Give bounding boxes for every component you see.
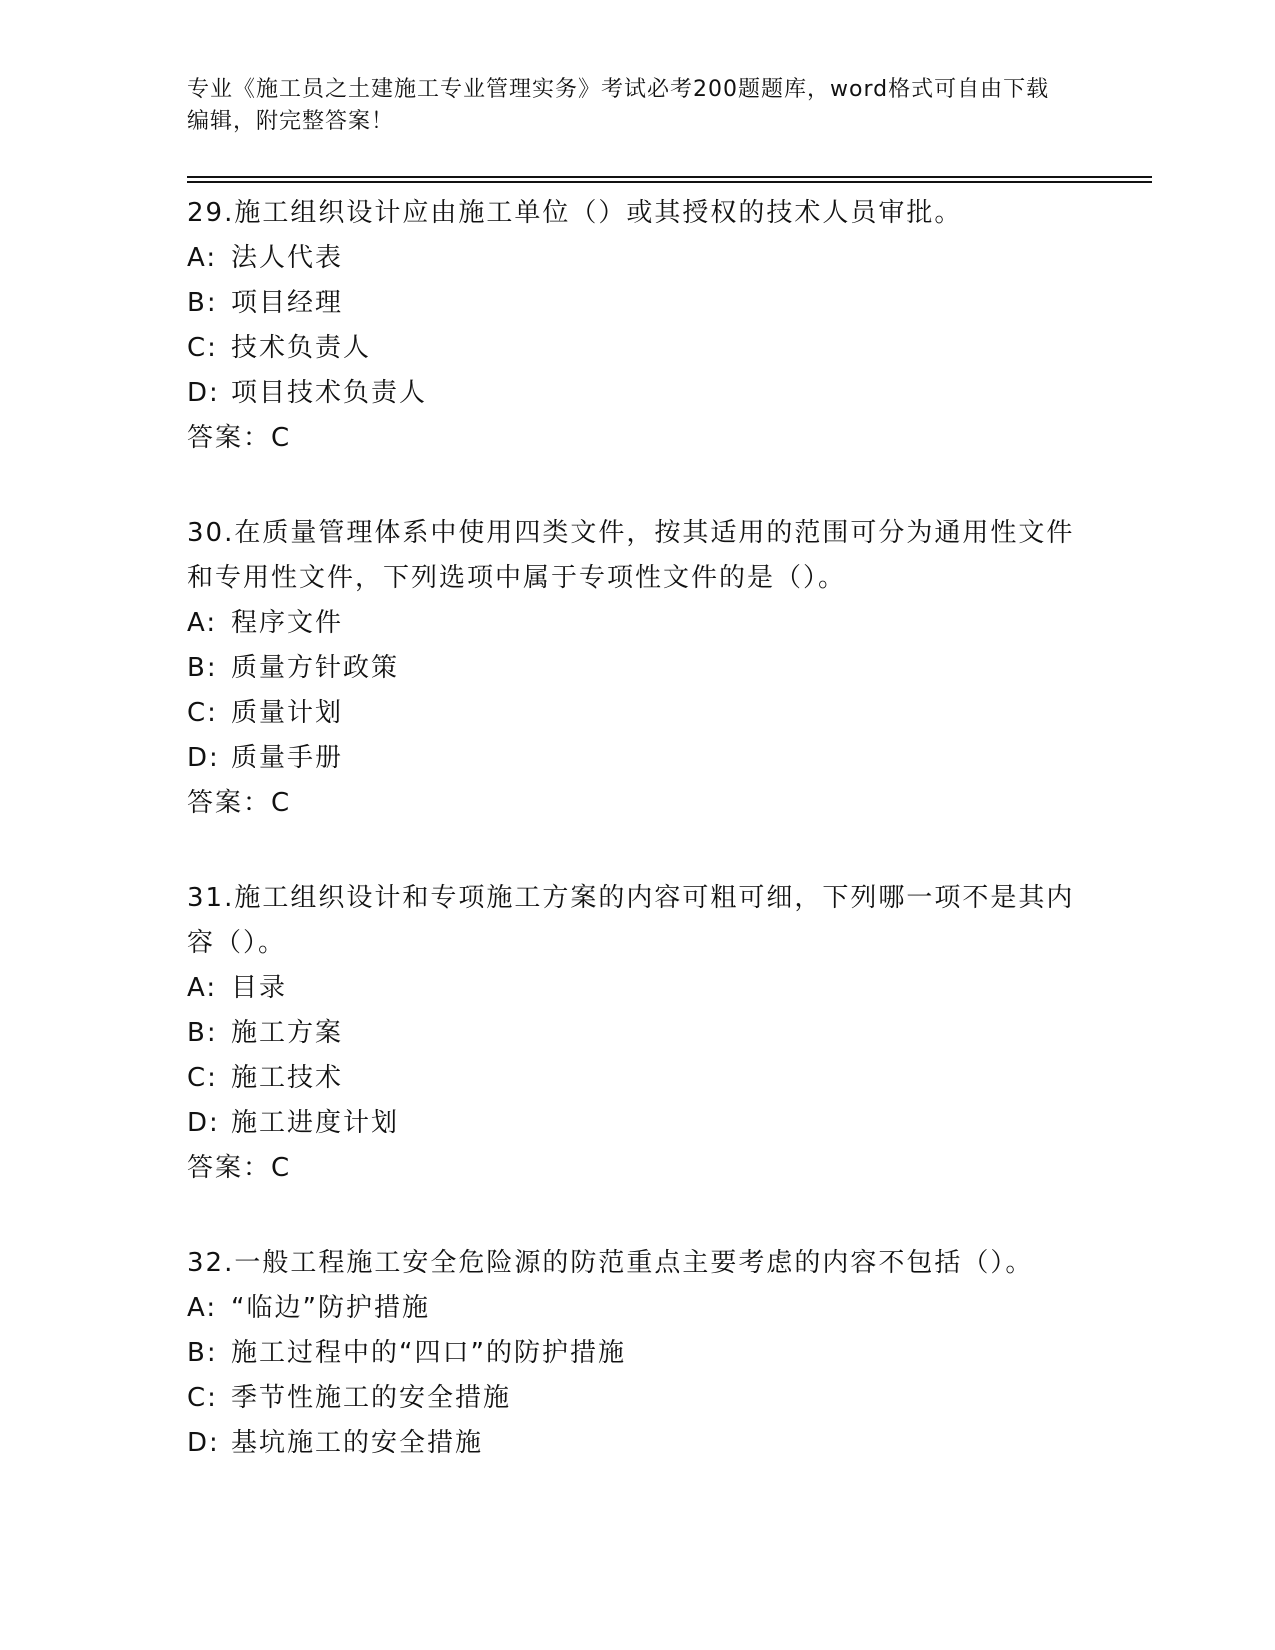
option-text: 项目技术负责人 xyxy=(231,378,428,408)
option-d xyxy=(187,371,1087,416)
option-text: “临边”防护措施 xyxy=(231,1293,430,1323)
option-a xyxy=(187,1286,1087,1331)
question-31 xyxy=(187,876,1087,1191)
option-text: 法人代表 xyxy=(231,243,344,273)
option-text: 项目经理 xyxy=(231,288,344,318)
option-d xyxy=(187,736,1087,781)
option-letter: A: xyxy=(187,243,218,273)
header-divider-top xyxy=(187,176,1152,178)
option-d xyxy=(187,1101,1087,1146)
option-letter: C: xyxy=(187,1383,218,1413)
option-a xyxy=(187,966,1087,1011)
option-letter: C: xyxy=(187,698,218,728)
option-letter: A: xyxy=(187,973,218,1003)
option-b xyxy=(187,1331,1087,1376)
option-letter: C: xyxy=(187,1063,218,1093)
question-list xyxy=(187,191,1087,1516)
option-letter: D: xyxy=(187,743,220,773)
header-divider-bottom xyxy=(187,181,1152,183)
option-c xyxy=(187,1376,1087,1421)
option-letter: D: xyxy=(187,378,220,408)
question-stem: 32.一般工程施工安全危险源的防范重点主要考虑的内容不包括（）。 xyxy=(187,1248,1034,1278)
option-b xyxy=(187,1011,1087,1056)
option-text: 施工进度计划 xyxy=(231,1108,400,1138)
option-text: 目录 xyxy=(231,973,288,1003)
option-b xyxy=(187,646,1087,691)
option-text: 程序文件 xyxy=(231,608,344,638)
question-stem: 30.在质量管理体系中使用四类文件，按其适用的范围可分为通用性文件和专用性文件，下列选项中属于专项性文件的是（）。 xyxy=(187,518,1075,593)
option-c xyxy=(187,326,1087,371)
option-c xyxy=(187,691,1087,736)
question-stem: 31.施工组织设计和专项施工方案的内容可粗可细，下列哪一项不是其内容（）。 xyxy=(187,883,1075,958)
answer-line: 答案：C xyxy=(187,788,292,818)
option-letter: B: xyxy=(187,1338,218,1368)
option-letter: D: xyxy=(187,1108,220,1138)
answer-line: 答案：C xyxy=(187,1153,292,1183)
option-b xyxy=(187,281,1087,326)
option-text: 质量手册 xyxy=(231,743,344,773)
option-text: 质量计划 xyxy=(231,698,344,728)
option-c xyxy=(187,1056,1087,1101)
option-d xyxy=(187,1421,1087,1466)
option-letter: A: xyxy=(187,1293,218,1323)
option-a xyxy=(187,601,1087,646)
question-stem: 29.施工组织设计应由施工单位（）或其授权的技术人员审批。 xyxy=(187,198,963,228)
document-header: 专业《施工员之土建施工专业管理实务》考试必考200题题库，word格式可自由下载编辑，附完整答案！ xyxy=(187,77,1050,134)
question-32 xyxy=(187,1241,1087,1466)
option-letter: C: xyxy=(187,333,218,363)
answer-line: 答案：C xyxy=(187,423,292,453)
option-text: 季节性施工的安全措施 xyxy=(231,1383,512,1413)
question-30 xyxy=(187,511,1087,826)
option-text: 质量方针政策 xyxy=(231,653,400,683)
option-text: 施工方案 xyxy=(231,1018,344,1048)
option-text: 施工技术 xyxy=(231,1063,344,1093)
option-letter: B: xyxy=(187,1018,218,1048)
option-a xyxy=(187,236,1087,281)
option-text: 施工过程中的“四口”的防护措施 xyxy=(231,1338,626,1368)
option-letter: B: xyxy=(187,653,218,683)
option-letter: A: xyxy=(187,608,218,638)
option-letter: B: xyxy=(187,288,218,318)
option-letter: D: xyxy=(187,1428,220,1458)
option-text: 技术负责人 xyxy=(231,333,372,363)
question-29 xyxy=(187,191,1087,461)
option-text: 基坑施工的安全措施 xyxy=(231,1428,484,1458)
